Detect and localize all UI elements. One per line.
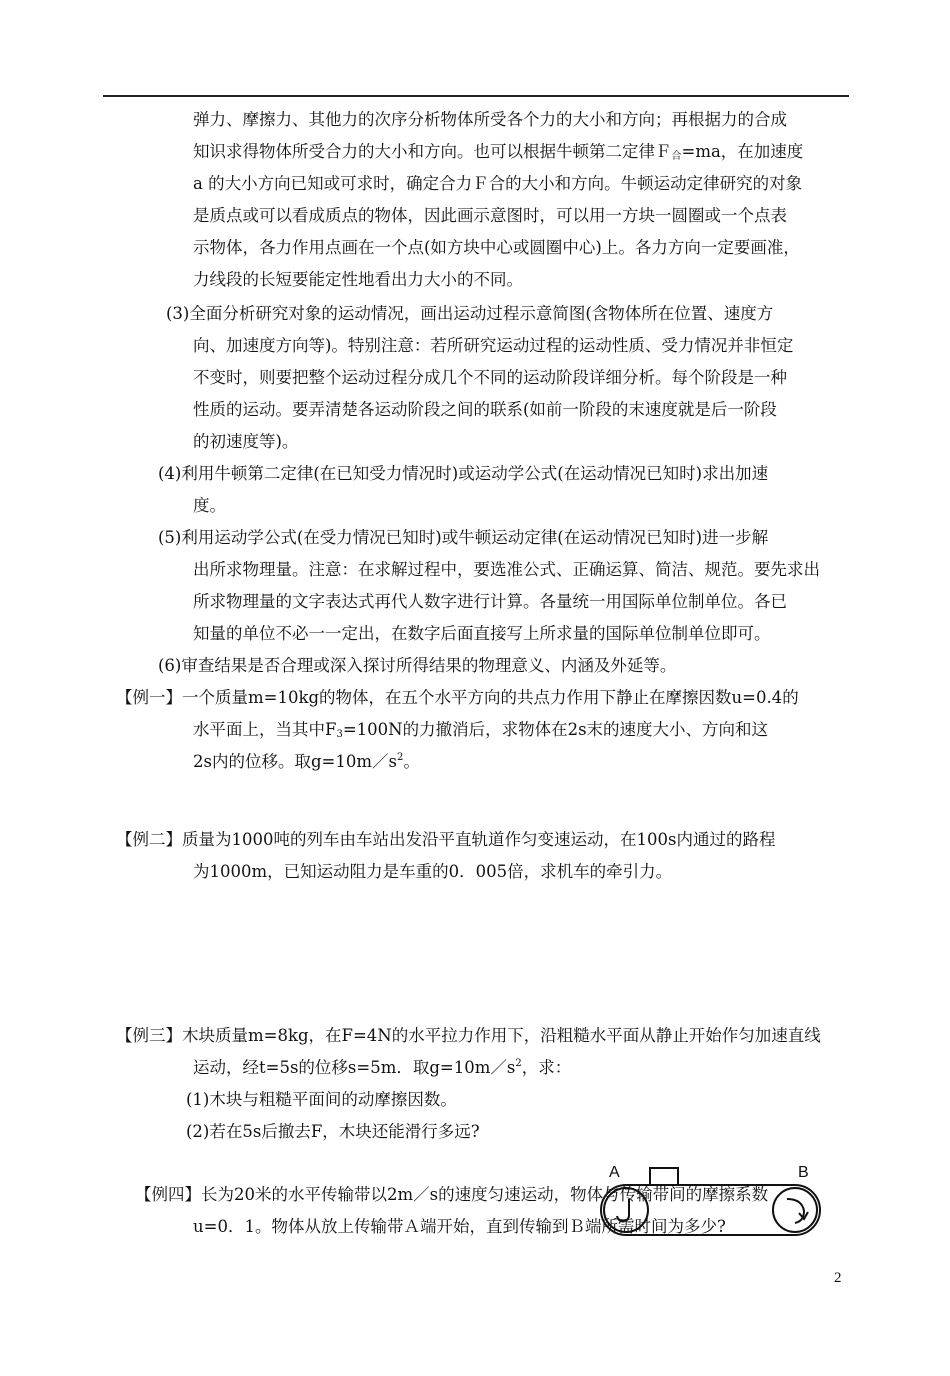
- text-line: 不变时，则要把整个运动过程分成几个不同的运动阶段详细分析。每个阶段是一种: [193, 368, 787, 387]
- text-line: 为1000m，已知运动阻力是车重的0．005倍，求机车的牵引力。: [193, 862, 673, 881]
- text-line: 的初速度等)。: [193, 432, 299, 451]
- text-line: (5)利用运动学公式(在受力情况已知时)或牛顿运动定律(在运动情况已知时)进一步解: [158, 528, 769, 547]
- text-line: (4)利用牛顿第二定律(在已知受力情况时)或运动学公式(在运动情况已知时)求出加速: [158, 464, 769, 483]
- text-line: 弹力、摩擦力、其他力的次序分析物体所受各个力的大小和方向；再根据力的合成: [193, 110, 787, 129]
- text-line: 运动，经t=5s的位移s=5m．取$g=10m/s^2$，求：: [193, 1058, 572, 1077]
- label-a: A: [609, 1164, 620, 1181]
- text-line: 【例二】质量为1000吨的列车由车站出发沿平直轨道作匀变速运动，在100s内通过的路程: [116, 830, 776, 849]
- text-line: 力线段的长短要能定性地看出力大小的不同。: [193, 270, 523, 289]
- text-line: 出所求物理量。注意：在求解过程中，要选准公式、正确运算、简洁、规范。要先求出: [193, 560, 820, 579]
- text-line: 【例四】长为20米的水平传输带以2m／s的速度匀速运动，物体与传输带间的摩擦系数: [135, 1185, 769, 1204]
- text-line: 【例一】一个质量m=10kg的物体，在五个水平方向的共点力作用下静止在摩擦因数u=0.4的: [116, 688, 799, 707]
- text-line: 向、加速度方向等)。特别注意：若所研究运动过程的运动性质、受力情况并非恒定: [193, 336, 794, 355]
- text-line: (2)若在5s后撤去F，木块还能滑行多远?: [186, 1122, 480, 1141]
- text-line: 【例三】木块质量m=8kg，在F=4N的水平拉力作用下，沿粗糙水平面从静止开始作匀加速直线: [116, 1026, 821, 1045]
- text-line: (3)全面分析研究对象的运动情况，画出运动过程示意简图(含物体所在位置、速度方: [166, 304, 774, 323]
- text-line: 示物体，各力作用点画在一个点(如方块中心或圆圈中心)上。各力方向一定要画准，: [193, 238, 800, 257]
- header-rule: [103, 95, 849, 97]
- rotation-arrow-a: [617, 1199, 629, 1221]
- text-line: 是质点或可以看成质点的物体，因此画示意图时，可以用一方块一圆圈或一个点表: [193, 206, 787, 225]
- text-line: 知量的单位不必一一定出，在数字后面直接写上所求量的国际单位制单位即可。: [193, 624, 771, 643]
- text-line: 度。: [193, 496, 226, 515]
- text-line: 所求物理量的文字表达式再代人数字进行计算。各量统一用国际单位制单位。各已: [193, 592, 787, 611]
- text-line: (6)审查结果是否合理或深入探讨所得结果的物理意义、内涵及外延等。: [158, 656, 677, 675]
- text-line: 2s内的位移。取$g=10m/s^2$。: [193, 752, 420, 771]
- text-line: 性质的运动。要弄清楚各运动阶段之间的联系(如前一阶段的末速度就是后一阶段: [193, 400, 777, 419]
- text-line: (1)木块与粗糙平面间的动摩擦因数。: [186, 1090, 457, 1109]
- text-line: 水平面上，当其中$F_3=100N$的力撤消后，求物体在2s末的速度大小、方向和这: [193, 720, 769, 740]
- pulley-b: [773, 1188, 817, 1232]
- page-number: 2: [834, 1270, 842, 1286]
- belt: [601, 1185, 820, 1235]
- label-b: B: [798, 1164, 809, 1181]
- block-object: [650, 1168, 678, 1185]
- rotation-arrow-b: [787, 1199, 804, 1223]
- conveyor-belt-figure: [595, 1163, 825, 1243]
- pulley-a: [604, 1188, 648, 1232]
- text-line: a 的大小方向已知或可求时，确定合力Ｆ合的大小和方向。牛顿运动定律研究的对象: [193, 174, 803, 193]
- text-line: 知识求得物体所受合力的大小和方向。也可以根据牛顿第二定律Ｆ$_合$=ma，在加速度: [193, 142, 804, 162]
- text-line: u=0．1。物体从放上传输带Ａ端开始，直到传输到Ｂ端所需时间为多少?: [193, 1217, 726, 1236]
